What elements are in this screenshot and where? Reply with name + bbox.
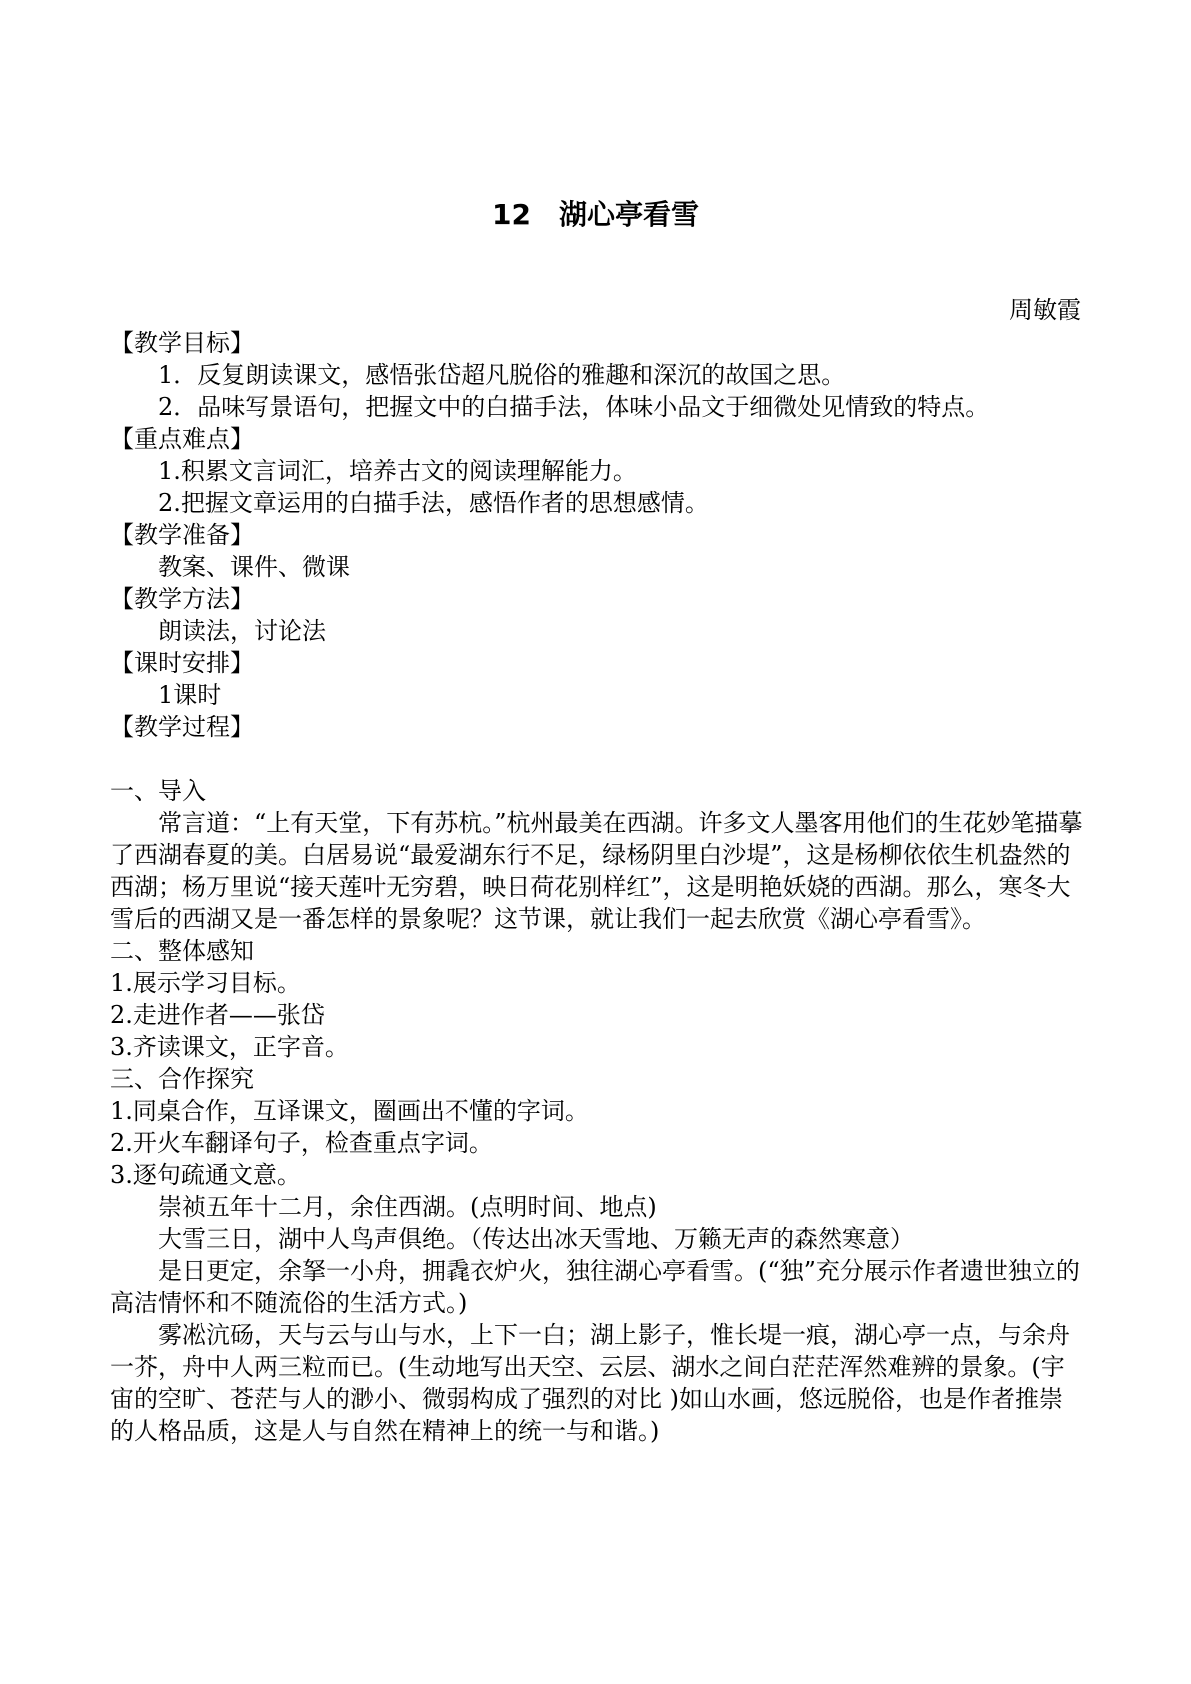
preparation-heading: 【教学准备】 (110, 521, 254, 549)
schedule-text: 1课时 (158, 681, 222, 709)
method-text: 朗读法，讨论法 (158, 617, 326, 645)
list-item: 3.逐句疏通文意。 (110, 1161, 301, 1189)
key-point-item: 2.把握文章运用的白描手法，感悟作者的思想感情。 (158, 489, 709, 517)
list-item: 2.开火车翻译句子，检查重点字词。 (110, 1129, 493, 1157)
spacer (110, 743, 1085, 775)
preparation-text: 教案、课件、微课 (158, 553, 350, 581)
list-item: 1.展示学习目标。 (110, 969, 301, 997)
part-heading-intro: 一、导入 (110, 777, 206, 805)
list-item: 2.走进作者——张岱 (110, 1001, 325, 1029)
list-item: 1.同桌合作，互译课文，圈画出不懂的字词。 (110, 1097, 589, 1125)
text-analysis-line: 崇祯五年十二月，余住西湖。(点明时间、地点) (158, 1193, 657, 1221)
goal-item: 1．反复朗读课文，感悟张岱超凡脱俗的雅趣和深沉的故国之思。 (158, 361, 846, 389)
process-heading: 【教学过程】 (110, 713, 254, 741)
text-analysis-line: 大雪三日，湖中人鸟声俱绝。（传达出冰天雪地、万籁无声的森然寒意） (158, 1225, 914, 1253)
text-analysis-line: 是日更定，余拏一小舟，拥毳衣炉火，独往湖心亭看雪。(“独”充分展示作者遗世独立的高洁情怀和不随流俗的生活方式。) (110, 1257, 1080, 1317)
lesson-title: 12 湖心亭看雪 (492, 198, 699, 231)
part-heading-explore: 三、合作探究 (110, 1065, 254, 1093)
text-analysis-line: 雾凇沆砀，天与云与山与水，上下一白；湖上影子，惟长堤一痕，湖心亭一点，与余舟一芥，舟中人两三粒而已。(生动地写出天空、云层、湖水之间白茫茫浑然难辨的景象。(宇宙的空旷、苍茫与人的渺小、微弱构成了强烈的对比 )如山水画，悠远脱俗，也是作者推崇的人格品质，这是人与自然在精神上的统一与和谐。) (110, 1321, 1070, 1445)
lesson-body (110, 327, 1085, 1447)
schedule-heading: 【课时安排】 (110, 649, 254, 677)
key-point-item: 1.积累文言词汇，培养古文的阅读理解能力。 (158, 457, 637, 485)
goal-item: 2．品味写景语句，把握文中的白描手法，体味小品文于细微处见情致的特点。 (158, 393, 990, 421)
key-points-heading: 【重点难点】 (110, 425, 254, 453)
list-item: 3.齐读课文，正字音。 (110, 1033, 349, 1061)
intro-paragraph: 常言道：“上有天堂，下有苏杭。”杭州最美在西湖。许多文人墨客用他们的生花妙笔描摹了西湖春夏的美。白居易说“最爱湖东行不足，绿杨阴里白沙堤”，这是杨柳依依生机盎然的西湖；杨万里说“接天莲叶无穷碧，映日荷花别样红”，这是明艳妖娆的西湖。那么，寒冬大雪后的西湖又是一番怎样的景象呢？这节课，就让我们一起去欣赏《湖心亭看雪》。 (110, 809, 1083, 933)
goals-heading: 【教学目标】 (110, 329, 254, 357)
author-name: 周敏霞 (1009, 296, 1081, 324)
part-heading-overview: 二、整体感知 (110, 937, 254, 965)
method-heading: 【教学方法】 (110, 585, 254, 613)
